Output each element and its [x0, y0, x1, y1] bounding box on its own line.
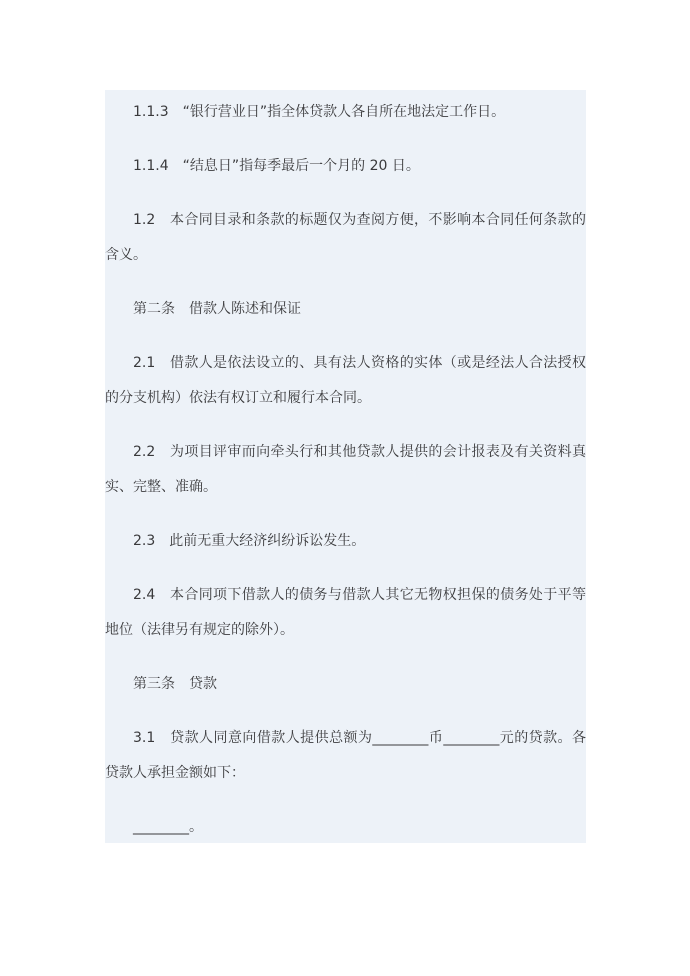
- contract-document-page: [105, 90, 586, 843]
- clause-1-2: 1.2 本合同目录和条款的标题仅为查阅方便，不影响本合同任何条款的含义。: [105, 212, 586, 263]
- clause-3-1: 3.1 贷款人同意向借款人提供总额为________币________元的贷款。各贷款人承担金额如下：: [105, 730, 586, 781]
- blank-fill-line: ________。: [133, 819, 203, 835]
- section-heading-article-2: 第二条 借款人陈述和保证: [133, 301, 301, 317]
- clause-2-4: 2.4 本合同项下借款人的债务与借款人其它无物权担保的债务处于平等地位（法律另有规定的除外）。: [105, 587, 586, 638]
- section-heading-article-3: 第三条 贷款: [133, 676, 217, 692]
- clause-2-3: 2.3 此前无重大经济纠纷诉讼发生。: [133, 533, 366, 549]
- clause-1-1-4: 1.1.4 “结息日”指每季最后一个月的 20 日。: [133, 158, 420, 174]
- clause-2-1: 2.1 借款人是依法设立的、具有法人资格的实体（或是经法人合法授权的分支机构）依法有权订立和履行本合同。: [105, 355, 586, 406]
- clause-2-2: 2.2 为项目评审而向牵头行和其他贷款人提供的会计报表及有关资料真实、完整、准确。: [105, 444, 586, 495]
- clause-1-1-3: 1.1.3 “银行营业日”指全体贷款人各自所在地法定工作日。: [133, 104, 506, 120]
